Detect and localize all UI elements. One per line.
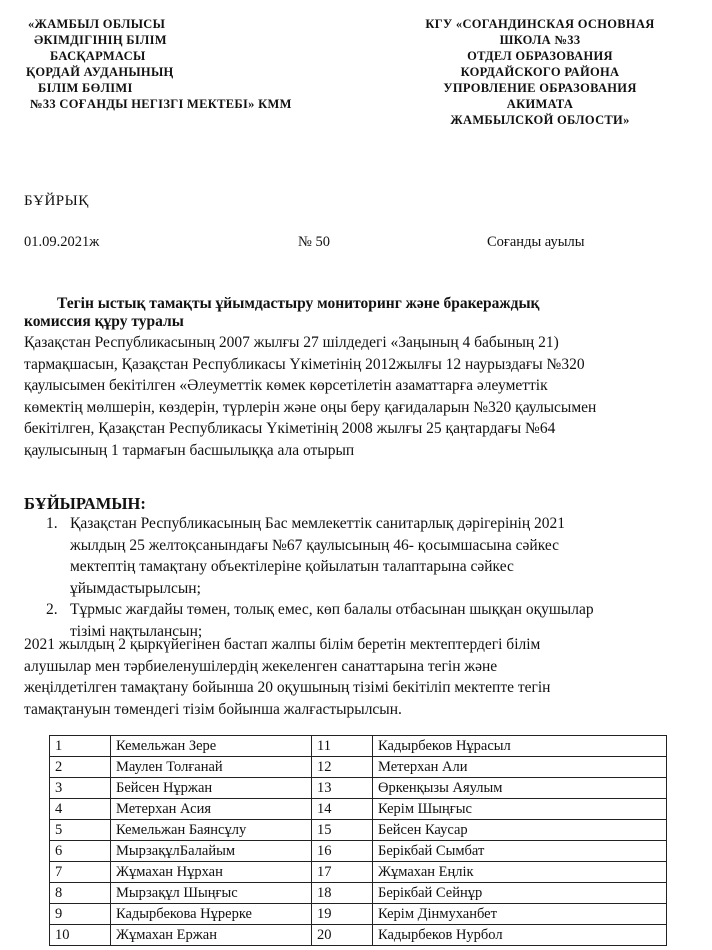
students-table (49, 735, 667, 946)
subject-line: Тегін ыстық тамақты ұйымдастыру мониторинг және бракераждық (57, 295, 540, 312)
table-row (50, 799, 667, 820)
student-number: 14 (312, 799, 373, 820)
item-number: 1. (46, 515, 58, 532)
student-name: Кемельжан Баянсұлу (111, 820, 312, 841)
header-right-line: УПРОВЛЕНИЕ ОБРАЗОВАНИЯ (443, 81, 637, 95)
decree-item (24, 513, 694, 599)
student-name: Кемельжан Зере (111, 736, 312, 757)
student-name: Жұмахан Ержан (111, 925, 312, 946)
header-right-line: КОРДАЙСКОГО РАЙОНА (460, 65, 620, 79)
table-row (50, 778, 667, 799)
header-right-line: ЖАМБЫЛСКОЙ ОБЛОСТИ» (450, 113, 630, 127)
student-name: Берікбай Сымбат (373, 841, 667, 862)
header-right-org (380, 16, 700, 128)
continuation-paragraph (24, 634, 694, 720)
basis-line: бекітілген, Қазақстан Республикасы Үкіметінің 2008 жылғы 25 қаңтардағы №64 (24, 420, 556, 437)
student-number: 4 (50, 799, 111, 820)
student-number: 6 (50, 841, 111, 862)
basis-line: қаулысының 1 тармағын басшылыққа ала отырып (24, 441, 355, 459)
student-name: Бейсен Каусар (373, 820, 667, 841)
student-name: Керім Дінмуханбет (373, 904, 667, 925)
item-line: ұйымдастырылсын; (70, 579, 201, 597)
student-number: 13 (312, 778, 373, 799)
student-number: 8 (50, 883, 111, 904)
student-number: 15 (312, 820, 373, 841)
student-name: Өркенқызы Аяулым (373, 778, 667, 799)
student-number: 7 (50, 862, 111, 883)
student-name: Метерхан Асия (111, 799, 312, 820)
student-number: 18 (312, 883, 373, 904)
item-line: тізімі нақтылансын; (70, 622, 203, 640)
student-number: 17 (312, 862, 373, 883)
student-name: Кадырбекова Нұрерке (111, 904, 312, 925)
decree-items (24, 513, 694, 642)
student-name: Жұмахан Нұрхан (111, 862, 312, 883)
order-title: БҰЙРЫҚ (24, 193, 89, 209)
item-line: Қазақстан Республикасының Бас мемлекеттік санитарлық дәрігерінің 2021 (70, 515, 566, 532)
student-number: 12 (312, 757, 373, 778)
basis-line: Қазақстан Республикасының 2007 жылғы 27 шілдедегі «Заңының 4 бабының 21) (24, 334, 559, 351)
order-place: Соғанды ауылы (487, 234, 585, 250)
student-number: 9 (50, 904, 111, 925)
table-row (50, 925, 667, 946)
header-left-line: №33 СОҒАНДЫ НЕГІЗГІ МЕКТЕБІ» КММ (30, 97, 292, 111)
continuation-line: тамақтануын төмендегі тізім бойынша жалғастырылсын. (24, 700, 402, 718)
student-number: 10 (50, 925, 111, 946)
decree-heading: БҰЙЫРАМЫН: (24, 494, 146, 513)
student-name: Керім Шыңғыс (373, 799, 667, 820)
order-date: 01.09.2021ж (24, 234, 100, 250)
header-right-line: ШКОЛА №33 (499, 33, 581, 47)
student-name: МырзақұлБалайым (111, 841, 312, 862)
header-left-org (22, 16, 322, 112)
order-subject (24, 295, 684, 331)
continuation-line: жеңілдетілген тамақтану бойынша 20 оқушының тізімі бекітіліп мектепте тегін (24, 679, 551, 696)
header-left-line: БАСҚАРМАСЫ (50, 49, 146, 63)
student-number: 1 (50, 736, 111, 757)
continuation-line: алушылар мен тәрбиеленушілердің жекеленген санаттарына тегін және (24, 657, 498, 675)
student-number: 16 (312, 841, 373, 862)
table-row (50, 820, 667, 841)
basis-line: тармақшасын, Қазақстан Республикасы Үкіметінің 2012жылғы 12 наурыздағы №320 (24, 355, 585, 373)
student-number: 19 (312, 904, 373, 925)
student-number: 2 (50, 757, 111, 778)
basis-line: қаулысымен бекітілген «Әлеуметтік көмек көрсетілетін азаматтарға әлеуметтік (24, 377, 548, 394)
basis-paragraph (24, 332, 694, 461)
student-name: Жұмахан Еңлік (373, 862, 667, 883)
subject-line: комиссия құру туралы (24, 313, 184, 330)
continuation-line: 2021 жылдың 2 қыркүйегінен бастап жалпы білім беретін мектептердегі білім (24, 636, 541, 653)
table-row (50, 757, 667, 778)
table-row (50, 862, 667, 883)
item-line: мектептің тамақтану объектілеріне қойылатын талаптарына сәйкес (70, 558, 514, 575)
table-row (50, 883, 667, 904)
order-number: № 50 (298, 234, 330, 250)
item-number: 2. (46, 601, 58, 618)
header-right-line: ОТДЕЛ ОБРАЗОВАНИЯ (467, 49, 613, 63)
table-row (50, 904, 667, 925)
header-right-line: КГУ «СОГАНДИНСКАЯ ОСНОВНАЯ (425, 17, 655, 31)
student-number: 11 (312, 736, 373, 757)
student-name: Метерхан Али (373, 757, 667, 778)
student-name: Бейсен Нұржан (111, 778, 312, 799)
basis-line: көмектің мөлшерін, көздерін, түрлерін және оңы беру қағидаларын №320 қаулысымен (24, 398, 597, 416)
header-left-line: ӘКІМДІГІНІҢ БІЛІМ (34, 33, 167, 47)
header-left-line: ҚОРДАЙ АУДАНЫНЫҢ (26, 65, 174, 79)
student-number: 3 (50, 778, 111, 799)
student-name: Кадырбеков Нурбол (373, 925, 667, 946)
item-line: жылдың 25 желтоқсанындағы №67 қаулысының 46- қосымшасына сәйкес (70, 536, 560, 554)
item-line: Тұрмыс жағдайы төмен, толық емес, көп балалы отбасынан шыққан оқушылар (70, 601, 594, 618)
student-name: Берікбай Сейнұр (373, 883, 667, 904)
table-row (50, 841, 667, 862)
student-name: Кадырбеков Нұрасыл (373, 736, 667, 757)
student-name: Мырзақұл Шыңғыс (111, 883, 312, 904)
table-row (50, 736, 667, 757)
header-left-line: БІЛІМ БӨЛІМІ (38, 81, 133, 95)
student-name: Маулен Толғанай (111, 757, 312, 778)
student-number: 20 (312, 925, 373, 946)
header-left-line: «ЖАМБЫЛ ОБЛЫСЫ (28, 17, 166, 31)
header-right-line: АКИМАТА (506, 97, 574, 111)
student-number: 5 (50, 820, 111, 841)
